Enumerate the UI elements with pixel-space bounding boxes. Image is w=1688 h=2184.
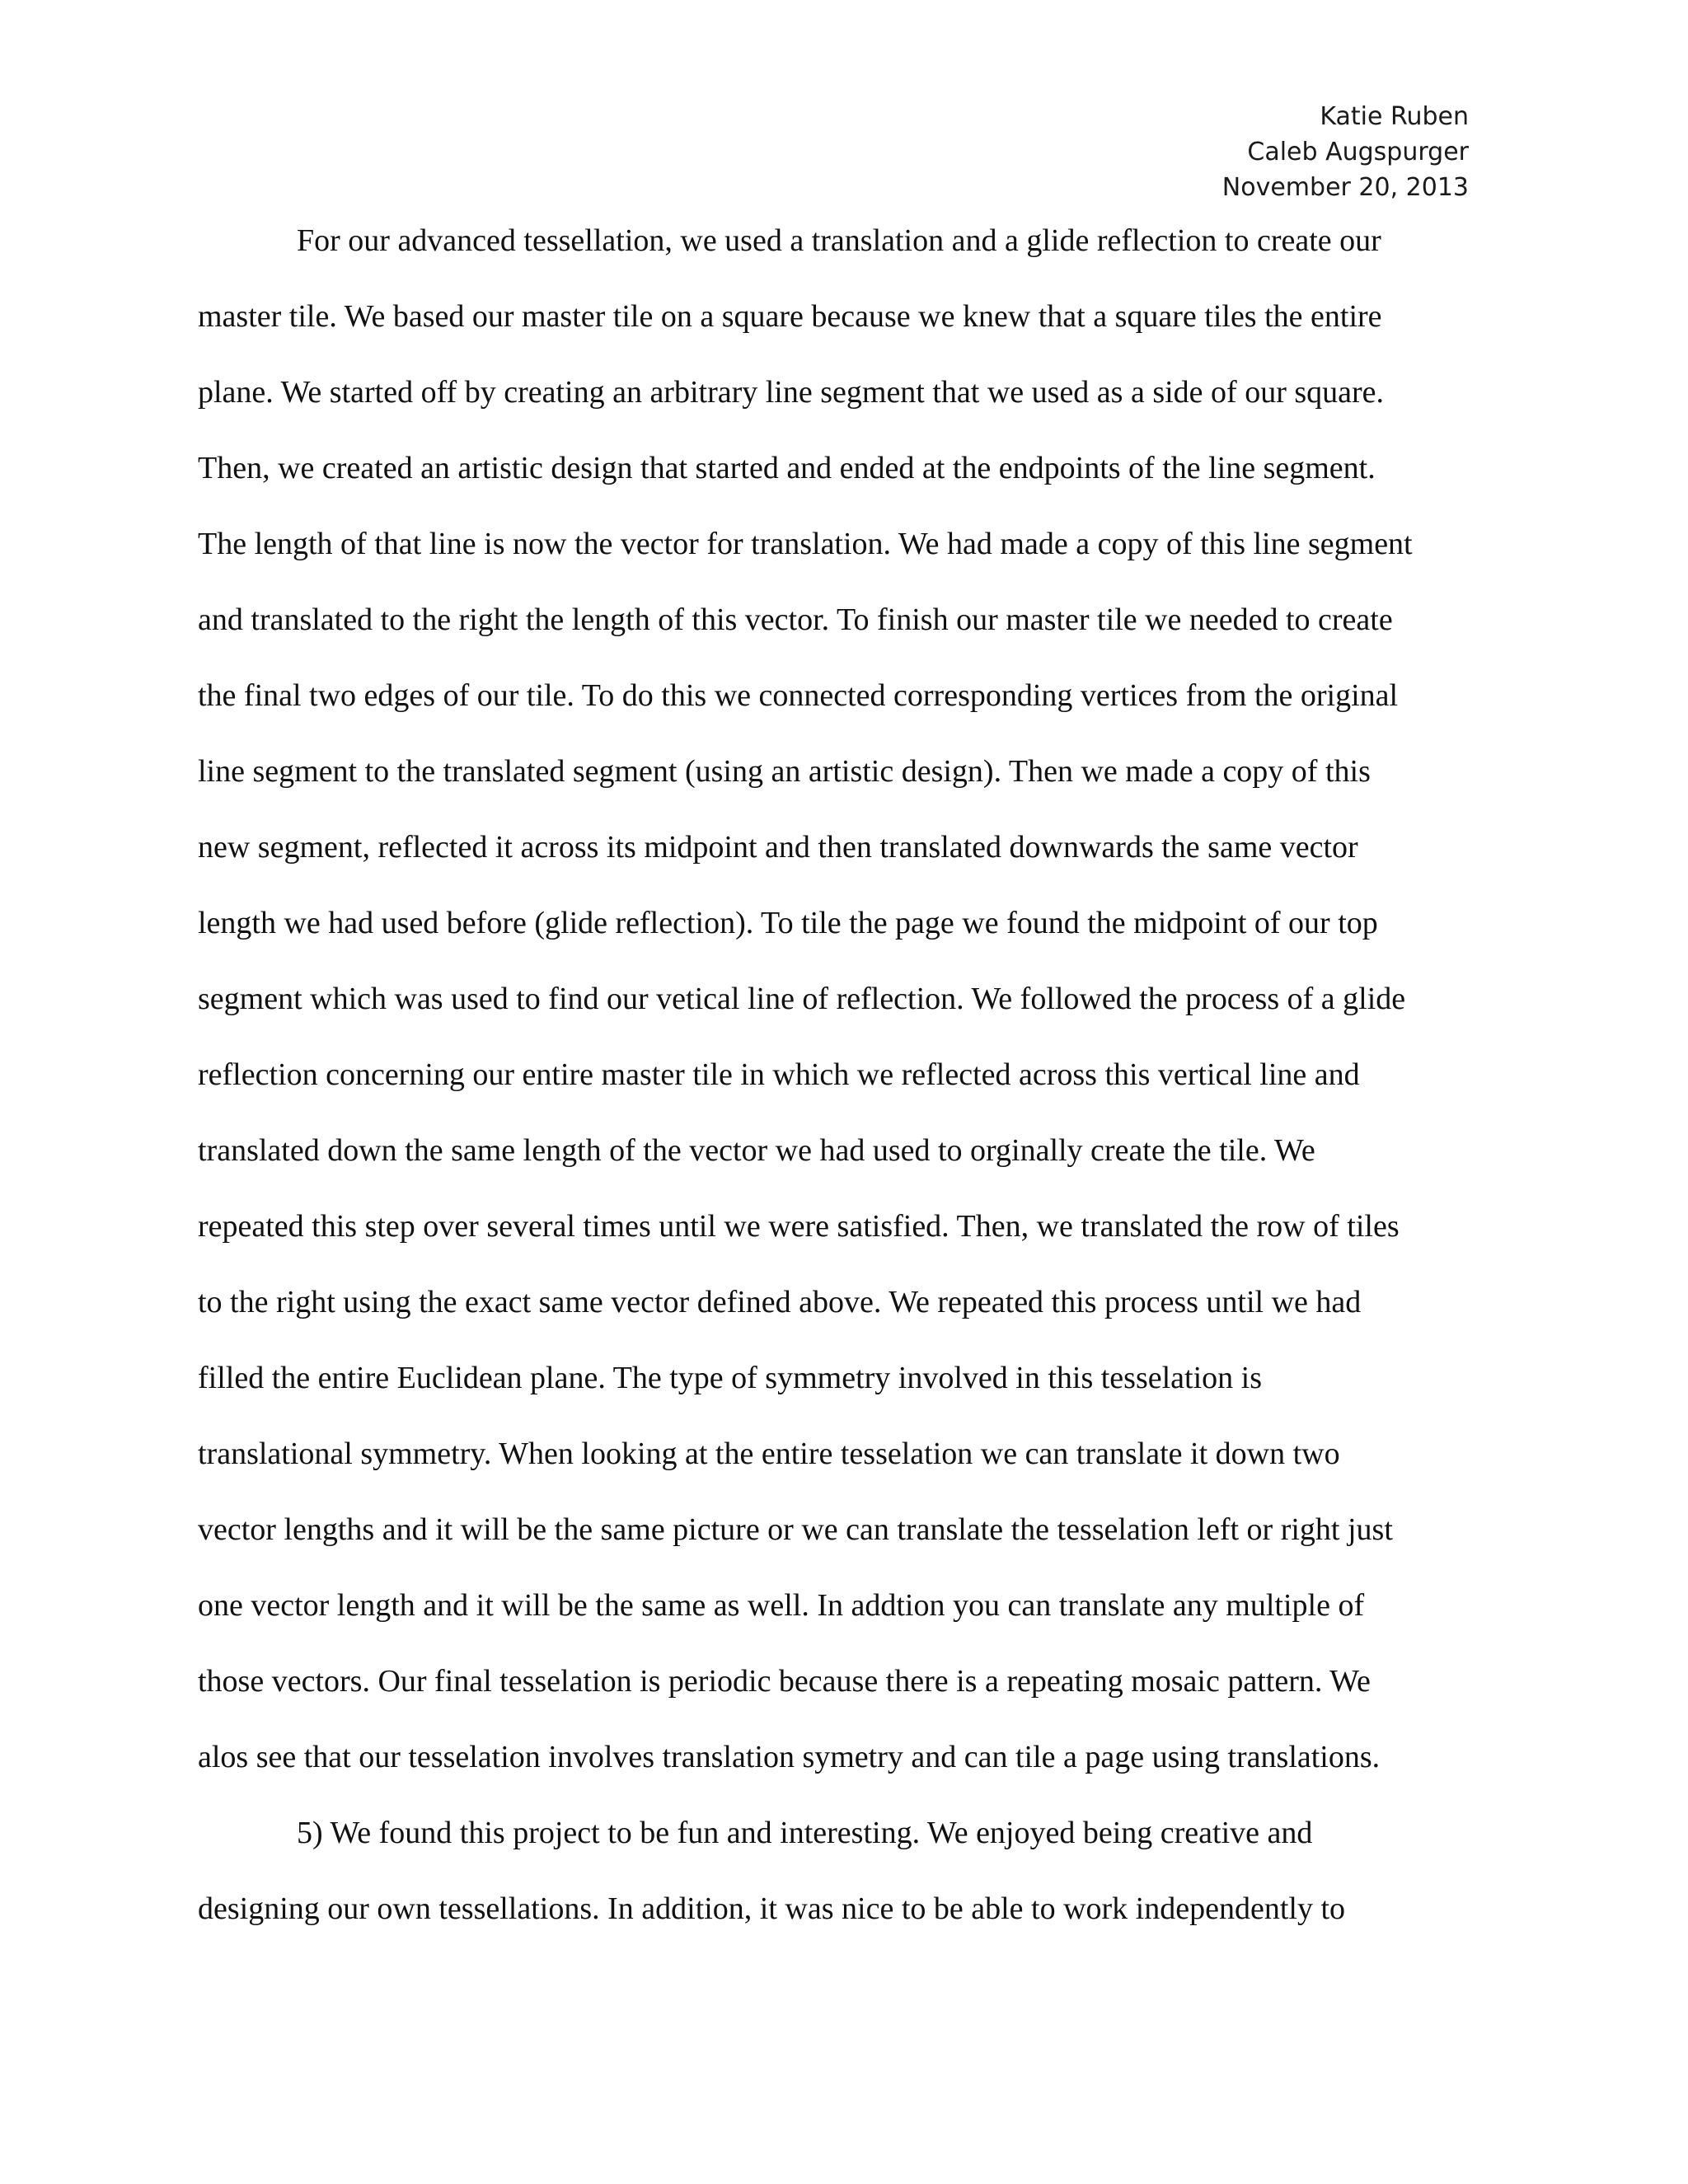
document-header xyxy=(1222,99,1469,205)
text-line: master tile. We based our master tile on a square because we knew that a square tiles the entire xyxy=(198,299,1382,334)
text-line: alos see that our tesselation involves translation symetry and can tile a page using translations. xyxy=(198,1740,1381,1774)
document-body xyxy=(198,203,1484,1947)
text-line: the final two edges of our tile. To do this we connected corresponding vertices from the original xyxy=(198,678,1399,713)
text-line: to the right using the exact same vector defined above. We repeated this process until we had xyxy=(198,1285,1362,1319)
author-name: Caleb Augspurger xyxy=(1247,138,1469,166)
text-line: length we had used before (glide reflection). To tile the page we found the midpoint of our top xyxy=(198,906,1378,940)
text-line: For our advanced tessellation, we used a translation and a glide reflection to create our xyxy=(297,223,1381,258)
text-line: 5) We found this project to be fun and interesting. We enjoyed being creative and xyxy=(297,1816,1313,1850)
text-line: The length of that line is now the vector for translation. We had made a copy of this line segment xyxy=(198,527,1413,561)
text-line: new segment, reflected it across its midpoint and then translated downwards the same vector xyxy=(198,830,1358,865)
author-name: Katie Ruben xyxy=(1320,102,1469,131)
text-line: vector lengths and it will be the same picture or we can translate the tesselation left or right just xyxy=(198,1512,1393,1547)
paragraph-2 xyxy=(198,1795,1484,1947)
text-line: segment which was used to find our vetical line of reflection. We followed the process of a glide xyxy=(198,982,1406,1016)
text-line: one vector length and it will be the same as well. In addtion you can translate any multiple of xyxy=(198,1588,1365,1623)
text-line: plane. We started off by creating an arbitrary line segment that we used as a side of our square. xyxy=(198,375,1385,410)
paragraph-1 xyxy=(198,203,1484,1795)
text-line: translational symmetry. When looking at the entire tesselation we can translate it down two xyxy=(198,1436,1340,1471)
text-line: designing our own tessellations. In addition, it was nice to be able to work independently to xyxy=(198,1891,1346,1926)
text-line: line segment to the translated segment (using an artistic design). Then we made a copy of this xyxy=(198,754,1371,789)
document-date: November 20, 2013 xyxy=(1221,173,1469,202)
text-line: reflection concerning our entire master tile in which we reflected across this vertical line and xyxy=(198,1057,1360,1092)
text-line: filled the entire Euclidean plane. The type of symmetry involved in this tesselation is xyxy=(198,1361,1262,1395)
text-line: repeated this step over several times until we were satisfied. Then, we translated the row of tiles xyxy=(198,1209,1400,1244)
text-line: Then, we created an artistic design that started and ended at the endpoints of the line segment. xyxy=(198,451,1376,485)
text-line: those vectors. Our final tesselation is periodic because there is a repeating mosaic pattern. We xyxy=(198,1664,1371,1699)
text-line: and translated to the right the length of this vector. To finish our master tile we needed to create xyxy=(198,602,1393,637)
text-line: translated down the same length of the vector we had used to orginally create the tile. We xyxy=(198,1133,1315,1168)
